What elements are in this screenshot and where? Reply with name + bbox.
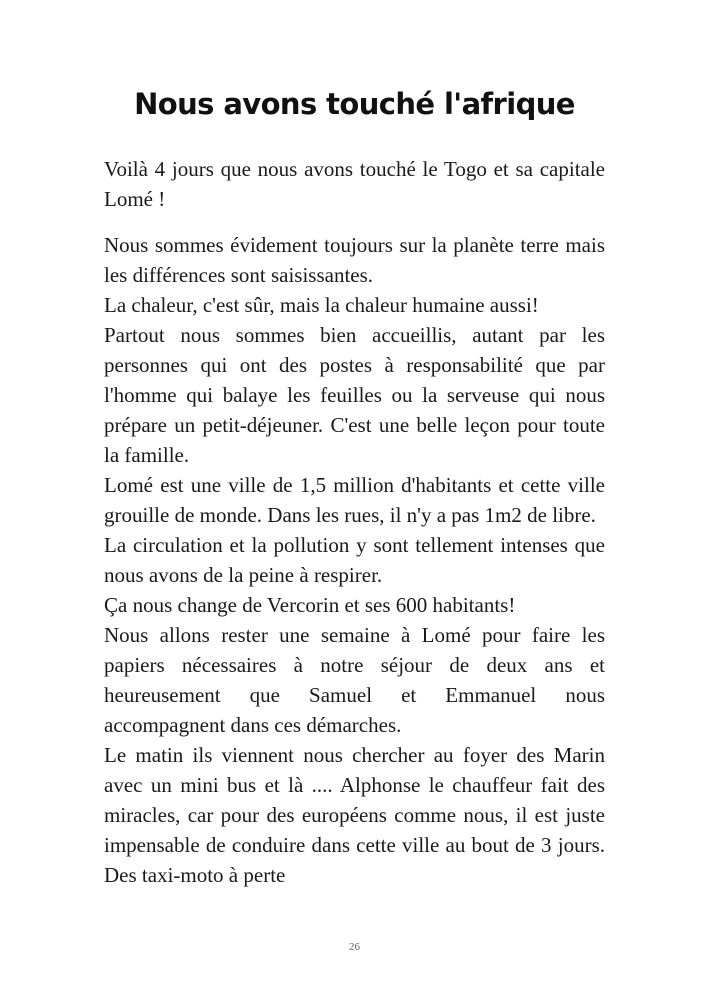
paragraph-intro: Voilà 4 jours que nous avons touché le Togo et sa capitale Lomé ! xyxy=(104,157,605,211)
paragraph-last: Le matin ils viennent nous chercher au foyer des Marin avec un mini bus et là .... Alphonse le chauffeur fait des miracles, car pour des européens comme nous, il est juste impensable de conduire dans cette ville au bout de 3 jours. Des taxi-moto à perte xyxy=(104,743,605,887)
paragraph: La chaleur, c'est sûr, mais la chaleur humaine aussi! xyxy=(104,293,539,317)
page-number: 26 xyxy=(349,941,360,953)
paragraph: La circulation et la pollution y sont tellement intenses que nous avons de la peine à respirer. xyxy=(104,533,605,587)
body-text xyxy=(104,154,605,890)
paragraph: Nous sommes évidement toujours sur la planète terre mais les différences sont saisissantes. xyxy=(104,233,605,287)
paragraph: Nous allons rester une semaine à Lomé pour faire les papiers nécessaires à notre séjour de deux ans et heureusement que Samuel et Emmanuel nous accompagnent dans ces démarches. xyxy=(104,623,605,737)
paragraph: Lomé est une ville de 1,5 million d'habitants et cette ville grouille de monde. Dans les rues, il n'y a pas 1m2 de libre. xyxy=(104,473,605,527)
paragraph: Partout nous sommes bien accueillis, autant par les personnes qui ont des postes à responsabilité que par l'homme qui balaye les feuilles ou la serveuse qui nous prépare un petit-déjeuner. C'est une belle leçon pour toute la famille. xyxy=(104,323,605,467)
paragraph: Ça nous change de Vercorin et ses 600 habitants! xyxy=(104,593,516,617)
page-title: Nous avons touché l'afrique xyxy=(134,87,575,121)
